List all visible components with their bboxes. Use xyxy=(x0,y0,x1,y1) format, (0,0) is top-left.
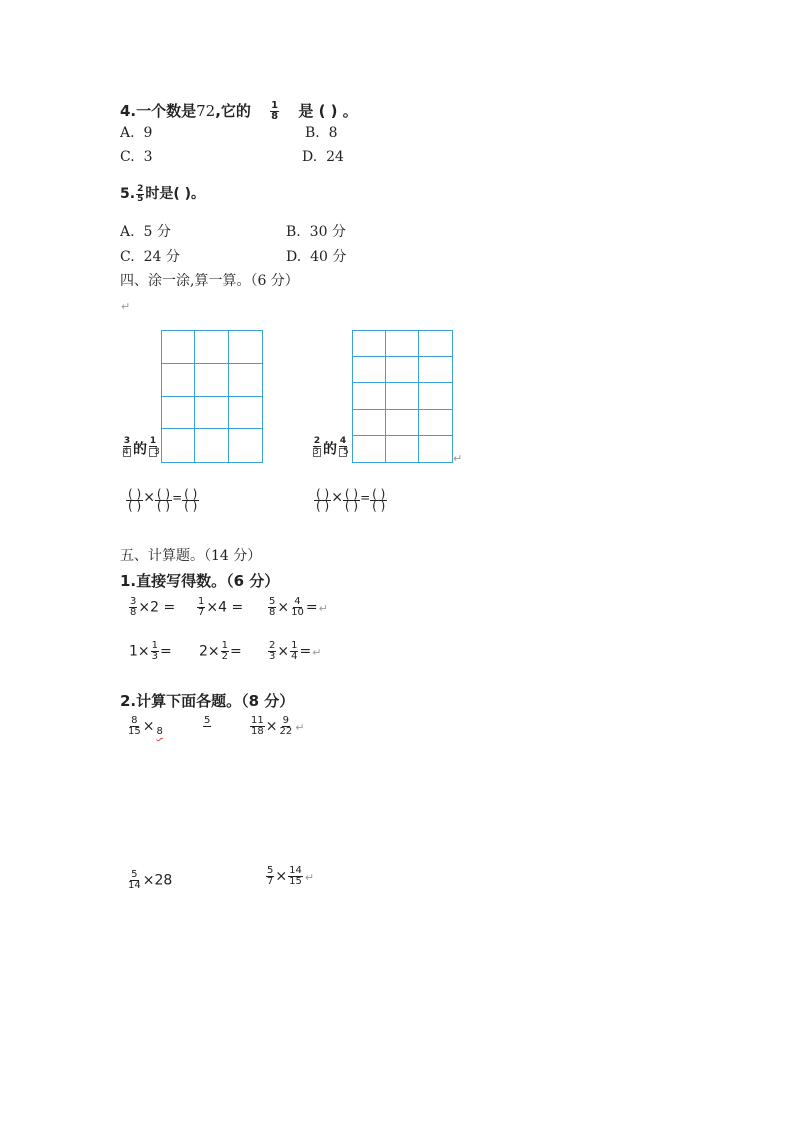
q4-option-c[interactable]: C. 3 xyxy=(120,149,153,165)
q4-option-b[interactable]: B. 8 xyxy=(305,125,338,141)
left-equation[interactable]: $\frac{( )}{( )}$ × $\frac{( )}{( )}$ = $\frac{( )}{( )}$ xyxy=(128,486,198,513)
calc-item-3: $\frac{5}{8}$ × $\frac{4}{10}$ =↵ xyxy=(269,596,328,618)
return-mark: ↵ xyxy=(453,452,463,465)
q4-option-d[interactable]: D. 24 xyxy=(302,149,344,165)
sub2-title: 2.计算下面各题。（8 分） xyxy=(120,692,295,710)
q4-stem: 4.一个数是72,它的 $\frac{1}{8}$ 是 ( ) 。 xyxy=(120,100,358,122)
calc-item-5: 2× $\frac{1}{2}$ = xyxy=(199,640,242,662)
grid-left[interactable] xyxy=(161,330,263,463)
calc-item-6: $\frac{2}{3}$ × $\frac{1}{4}$ =↵ xyxy=(269,640,322,662)
sub1-title: 1.直接写得数。（6 分） xyxy=(120,572,280,590)
grid-right[interactable] xyxy=(352,330,453,463)
calc2-item-1: $\frac{8}{15}$ × $\frac{5}{8}$ xyxy=(128,715,211,737)
calc2-item-2: $\frac{11}{18}$ × $\frac{9}{22}$ ↵ xyxy=(251,715,305,737)
right-equation[interactable]: $\frac{( )}{( )}$ × $\frac{( )}{( )}$ = $\frac{( )}{( )}$ xyxy=(316,486,386,513)
calc2-item-3: $\frac{5}{14}$ ×28 xyxy=(128,869,173,891)
q4-option-a[interactable]: A. 9 xyxy=(120,125,153,141)
calc-item-4: 1× $\frac{1}{3}$ = xyxy=(129,640,172,662)
section5-title: 五、计算题。（14 分） xyxy=(120,548,262,564)
q5-option-d[interactable]: D. 40 分 xyxy=(286,249,347,265)
left-frac2-den: 3 xyxy=(154,447,160,457)
right-frac2-den: 5 xyxy=(343,447,349,457)
calc-item-2: $\frac{1}{7}$ ×4 = xyxy=(198,596,244,618)
q5-stem: 5. $\frac{2}{5}$ 时是( )。 xyxy=(120,183,205,204)
right-frac1-den: 3 xyxy=(313,447,319,457)
section4-title: 四、涂一涂,算一算。（6 分） xyxy=(120,273,299,289)
return-mark: ↵ xyxy=(121,300,131,313)
right-fraction-label: 2 的 4 xyxy=(313,436,347,458)
q5-option-a[interactable]: A. 5 分 xyxy=(120,224,171,240)
calc2-item-4: $\frac{5}{7}$ × $\frac{14}{15}$ ↵ xyxy=(267,865,315,887)
q5-option-b[interactable]: B. 30 分 xyxy=(286,224,346,240)
q5-fraction: $\frac{2}{5}$ xyxy=(137,183,144,204)
q4-fraction: $\frac{1}{8}$ xyxy=(271,100,279,122)
calc-item-1: $\frac{3}{8}$ ×2 = xyxy=(130,596,176,618)
left-fraction-label: 3 的 1 xyxy=(123,436,157,458)
q5-option-c[interactable]: C. 24 分 xyxy=(120,249,180,265)
left-frac1-den: 4 xyxy=(123,447,129,457)
